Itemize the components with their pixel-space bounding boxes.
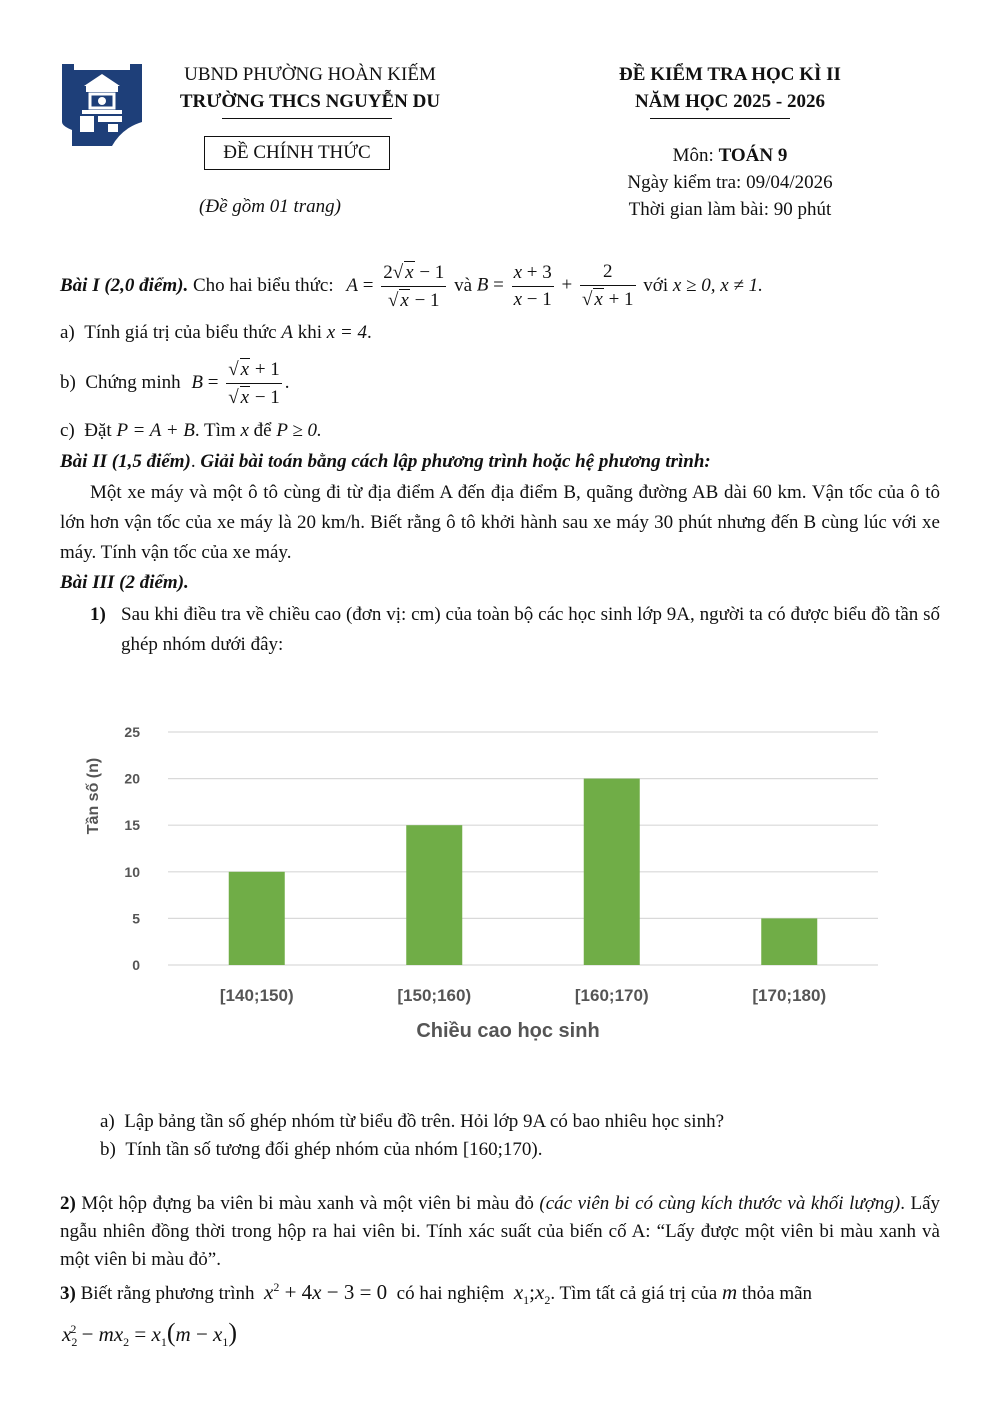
chart-bar (761, 918, 817, 965)
chart-y-tick-label: 25 (124, 724, 140, 740)
header-exam-title: ĐỀ KIỂM TRA HỌC KÌ II (619, 64, 841, 85)
header-school-year: NĂM HỌC 2025 - 2026 (635, 91, 825, 112)
bai2-body: Một xe máy và một ô tô cùng đi từ địa điểm A đến địa điểm B, quãng đường AB dài 60 km. Vận tốc của ô tô lớn hơn vận tốc của xe máy là 20 km/h. Biết rằng ô tô khởi hành sau xe máy 30 phút nhưng đến B cùng lúc với xe máy. Tính vận tốc của xe máy. (60, 482, 940, 563)
bai3-q1-text: Sau khi điều tra về chiều cao (đơn vị: cm) của toàn bộ các học sinh lớp 9A, người ta có được biểu đồ tần số ghép nhóm dưới đây: (121, 604, 940, 655)
bai1-condition: x ≥ 0, x ≠ 1. (672, 275, 763, 296)
bai1-part-b (60, 356, 290, 410)
bai1-c-text2: . Tìm (194, 420, 241, 441)
bai3-q1b (100, 1139, 543, 1161)
bai3-q2-italic: (các viên bi có cùng kích thước và khối lượng) (539, 1193, 901, 1214)
exam-duration: Thời gian làm bài: 90 phút (628, 199, 832, 220)
chart-x-axis-label: Chiều cao học sinh (416, 1020, 600, 1042)
bai3-q2-label: 2) (60, 1193, 76, 1214)
bai3-q1b-text: Tính tần số tương đối ghép nhóm của nhóm [160;170). (125, 1139, 543, 1160)
school-logo (62, 64, 142, 146)
bai1-c-label: c) (60, 420, 75, 441)
bai3-q3-label: 3) (60, 1283, 76, 1304)
bai1-part-c (60, 420, 322, 442)
bai1-a-label: a) (60, 322, 75, 343)
chart-y-tick-label: 15 (124, 817, 140, 834)
bai3-q1b-label: b) (100, 1139, 116, 1160)
subject-value: TOÁN 9 (718, 145, 788, 166)
bai3-q2-text2: . Lấy ngẫu nhiên đồng thời trong hộp ra hai viên bi. Tính xác suất của biến cố A: “Lấy được một viên bi màu xanh và một viên bi màu đỏ”. (60, 1193, 940, 1270)
chart-y-tick-label: 5 (132, 910, 140, 927)
chart-bar (584, 779, 640, 965)
chart-y-tick-label: 10 (124, 863, 140, 880)
chart-x-tick-label: [170;180) (752, 986, 827, 1005)
bai1-b-text: Chứng minh (85, 372, 186, 393)
bai3-q3 (60, 1280, 812, 1308)
bai3-q3-text3: . Tìm tất cả giá trị của (550, 1283, 722, 1304)
bai1-a-var: A (281, 322, 293, 343)
bai1-a-when: khi (292, 322, 327, 343)
bai1-b-label: b) (60, 372, 76, 393)
bai3-title: Bài III (2 điểm). (60, 572, 189, 593)
bai1-c-text1: Đặt (84, 420, 117, 441)
header-school-underline (222, 118, 392, 119)
chart-bar (406, 825, 462, 965)
bai1-intro: Cho hai biểu thức: (188, 275, 339, 296)
bai1-title: Bài I (2,0 điểm). (60, 275, 189, 296)
bai2-dot: . (190, 451, 201, 472)
chart-x-tick-label: [160;170) (574, 986, 649, 1005)
chart-y-tick-label: 0 (132, 957, 140, 973)
bai3-q1 (90, 600, 940, 660)
header-department: UBND PHƯỜNG HOÀN KIẾM (184, 64, 436, 85)
bai3-q3-text4: thỏa mãn (737, 1283, 813, 1304)
chart-bar (229, 872, 285, 965)
bai3-q3-m: m (721, 1280, 738, 1304)
bai1-with: với (638, 275, 673, 296)
bai3-q1a-label: a) (100, 1111, 115, 1132)
bai1-c-var: x (240, 420, 249, 441)
bai1-a-text: Tính giá trị của biểu thức (84, 322, 282, 343)
bai3-q2-text: Một hộp đựng ba viên bi màu xanh và một viên bi màu đỏ (75, 1193, 540, 1214)
school-logo-icon (62, 64, 142, 146)
bai3-q1-label: 1) (90, 604, 106, 625)
subject-label: Môn: (672, 145, 719, 166)
exam-date: Ngày kiểm tra: 09/04/2026 (627, 172, 833, 193)
bai2-instruction: Giải bài toán bằng cách lập phương trình hoặc hệ phương trình: (200, 451, 711, 472)
bai1-a-cond: x = 4 (326, 322, 367, 343)
bai3-q3-equation: $x^2 + 4x - 3 = 0$ (263, 1280, 388, 1304)
bai1-c-cond: P ≥ 0. (276, 420, 322, 441)
bai1-part-a: a) Tính giá trị của biểu thức A khi x = 4. (60, 322, 372, 343)
bai1-c-text3: để (248, 420, 277, 441)
chart-x-tick-label: [140;150) (219, 986, 294, 1005)
bai3-q1a (100, 1111, 724, 1133)
header-school: TRƯỜNG THCS NGUYỄN DU (179, 91, 441, 112)
bai1-expression-b: B = $\frac{x + 3}{x - 1}$ + $\frac{2}{√ x + 1}$ (476, 261, 634, 310)
chart-y-tick-label: 20 (124, 770, 140, 787)
bai2-heading (60, 451, 711, 473)
bai1-and: và (449, 275, 477, 296)
bai3-q3-text2: có hai nghiệm (391, 1283, 510, 1304)
official-exam-box: ĐỀ CHÍNH THỨC (204, 136, 390, 170)
height-frequency-chart (60, 705, 940, 1065)
chart-y-axis-label: Tần số (n) (85, 757, 102, 835)
bai1-intro-line (60, 258, 763, 314)
bai3-q1a-text: Lập bảng tần số ghép nhóm từ biểu đồ trên. Hỏi lớp 9A có bao nhiêu học sinh? (124, 1111, 724, 1132)
bai1-c-expr: P = A + B (116, 420, 195, 441)
bai3-q2 (60, 1190, 940, 1274)
chart-x-tick-label: [150;160) (397, 986, 472, 1005)
pages-note: (Đề gồm 01 trang) (199, 196, 341, 217)
subject-line (575, 145, 885, 167)
bai1-b-expression: B = $\frac{√ x + 1}{√ x - 1}$ . (191, 358, 290, 408)
bai2-title: Bài II (1,5 điểm) (60, 451, 191, 472)
bai3-q3-roots: $x_1;x_2$ (513, 1280, 551, 1308)
bai1-expression-a: A = $\frac{2√ x - 1}{√ x - 1}$ (346, 261, 445, 311)
bai3-q3-condition: $x_2^2 - mx_2 = x_1(m - x_1)$ (62, 1318, 238, 1350)
header-year-underline (650, 118, 790, 119)
bai3-q3-text1: Biết rằng phương trình (75, 1283, 260, 1304)
